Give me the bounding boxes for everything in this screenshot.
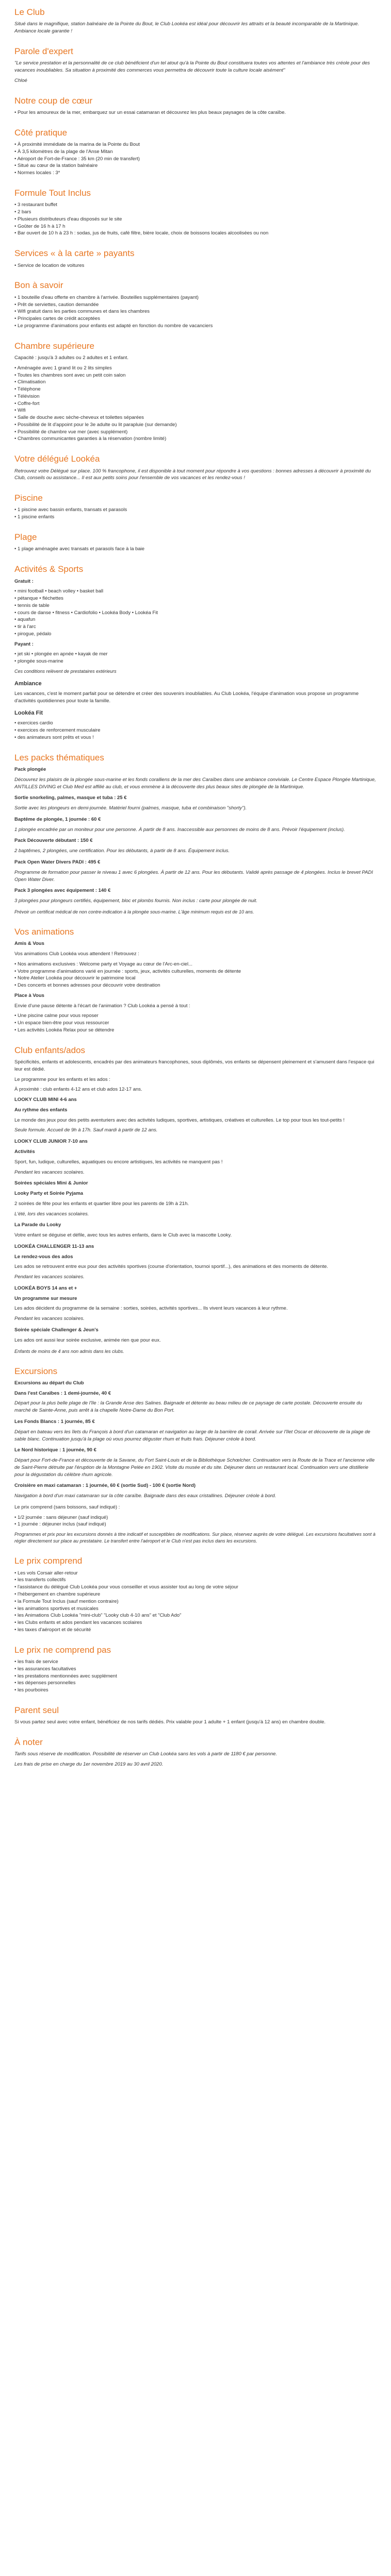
list-item: • Bar ouvert de 10 h à 23 h : sodas, jus de fruits, café filtre, bière locale, choix de boissons locales alcoolisées ou non — [14, 230, 377, 237]
list-item: • Le programme d'animations pour enfants est adapté en fonction du nombre de vacanciers — [14, 323, 377, 330]
piscine-list — [14, 506, 377, 521]
list-item: • les pourboires — [14, 1687, 377, 1694]
section-title: Excursions — [14, 1366, 58, 1376]
section-title: Le Club — [14, 7, 45, 17]
list-item: • Chambres communicantes garanties à la réservation (nombre limité) — [14, 435, 377, 443]
list-item: • les assurances facultatives — [14, 1666, 377, 1673]
club-title: LOOKÉA CHALLENGER 11-13 ans — [14, 1243, 94, 1249]
list-item: • des animateurs sont prêts et vous ! — [14, 734, 377, 741]
list-item: • À 3,5 kilomètres de la plage de l'Anse Mitan — [14, 148, 377, 156]
section-title: Bon à savoir — [14, 280, 63, 291]
club-text: Le monde des jeux pour des petits aventuriers avec des activités ludiques, sportives, artistiques, créatives et culturelles. Le top pour tous les tout-petits ! — [14, 1117, 345, 1123]
intro-text: Situé dans le magnifique, station balnéaire de la Pointe du Bout, le Club Lookéa est idéal pour découvrir les attraits et la beauté incomparable de la Martinique. Ambiance locale garantie ! — [14, 21, 360, 35]
vous-title: Place à Vous — [14, 992, 44, 998]
pack-title: Sortie snorkeling, palmes, masque et tuba : 25 € — [14, 795, 127, 801]
comprend-list — [14, 1570, 377, 1634]
excursion-note: Programmes et prix pour les excursions donnés à titre indicatif et susceptibles de modifications. Sur place, réservez auprès de votre délégué. Les excursions facultatives sont à régler directement sur place au prestataire. Le transfert entre l'aéroport et le Club n'est pas inclus dans les excursions. — [14, 1532, 376, 1544]
section-title: À noter — [14, 1737, 43, 1747]
services-list — [14, 262, 377, 269]
list-item: • Télévision — [14, 393, 377, 400]
club-title: Soirée spéciale Challenger & Jeun's — [14, 1327, 99, 1333]
lookea-fit-list — [14, 720, 377, 741]
list-item: • Des concerts et bonnes adresses pour découvrir votre destination — [14, 982, 377, 989]
amis-list — [14, 961, 377, 989]
list-item: • 1 piscine enfants — [14, 514, 377, 521]
pack-text: 2 baptêmes, 2 plongées, une certification. Pour les débutants, à partir de 8 ans. Équipement inclus. — [14, 848, 230, 854]
list-item: • Notre Atelier Lookéa pour découvrir le patrimoine local — [14, 975, 377, 982]
club-title: Soirées spéciales Mini & Junior — [14, 1180, 88, 1187]
list-item: • 1 bouteille d'eau offerte en chambre à l'arrivée. Bouteilles supplémentaires (payant) — [14, 294, 377, 301]
club-boys — [14, 1285, 377, 1323]
list-item: • Votre programme d'animations varié en journée : sports, jeux, activités culturelles, moments de détente — [14, 968, 377, 975]
section-noter — [14, 1737, 377, 1768]
section-title: Club enfants/ados — [14, 1045, 86, 1055]
subsection-title: Lookéa Fit — [14, 710, 43, 717]
section-formule — [14, 188, 377, 237]
section-title: Activités & Sports — [14, 564, 84, 574]
list-item: • exercices cardio — [14, 720, 377, 727]
list-item: • les frais de service — [14, 1658, 377, 1666]
list-item: • Climatisation — [14, 379, 377, 386]
section-animations — [14, 927, 377, 1034]
pratique-list — [14, 141, 377, 177]
amis-text: Vos animations Club Lookéa vous attendent ! Retrouvez : — [14, 951, 139, 957]
club-soiree-challenger — [14, 1327, 377, 1344]
section-title: Le prix comprend — [14, 1556, 83, 1566]
section-title: Les packs thématiques — [14, 752, 104, 762]
formule-list — [14, 201, 377, 237]
pack-text: Programme de formation pour passer le niveau 1 avec 6 plongées. À partir de 12 ans. Pour les débutants. Validé après passage de 4 plongées. Inclus le brevet PADI Open Water Diver. — [14, 869, 373, 883]
list-item: • Normes locales : 3* — [14, 170, 377, 177]
club-challenger — [14, 1243, 377, 1281]
club-title: LOOKY CLUB JUNIOR 7-10 ans — [14, 1139, 88, 1145]
section-title: Chambre supérieure — [14, 341, 94, 351]
club-meta: Pendant les vacances scolaires. — [14, 1316, 85, 1322]
section-title: Piscine — [14, 493, 43, 503]
pack-text: Découvrez les plaisirs de la plongée sous-marine et les fonds coralliens de la mer des Caraïbes dans une ambiance conviviale. Le Centre Espace Plongée Martinique, ANTILLES DIVING et Club Med est affilié au club, et vous emmène à la découverte des plus beaux sites de plongée de la Martinique. — [14, 776, 376, 790]
section-title: Formule Tout Inclus — [14, 188, 91, 198]
pack-title: Pack 3 plongées avec équipement : 140 € — [14, 888, 111, 894]
list-item: • la Formule Tout Inclus (sauf mention contraire) — [14, 1598, 377, 1605]
list-item: • les animations sportives et musicales — [14, 1605, 377, 1613]
list-item: • Wifi — [14, 407, 377, 414]
pack-title: Baptême de plongée, 1 journée : 60 € — [14, 816, 101, 822]
list-item: • les Clubs enfants et ados pendant les vacances scolaires — [14, 1619, 377, 1626]
section-ambiance — [14, 680, 377, 704]
club-meta: Pendant les vacances scolaires. — [14, 1169, 85, 1175]
section-delegue — [14, 454, 377, 482]
list-item: • cours de danse • fitness • Cardiofolio • Lookéa Body • Lookéa Fit — [14, 609, 377, 617]
list-item: • Salle de douche avec sèche-cheveux et toilettes séparées — [14, 414, 377, 421]
vous-list — [14, 1012, 377, 1033]
excursion-item — [14, 1482, 377, 1500]
list-item: • 2 bars — [14, 209, 377, 216]
pack-plongee — [14, 766, 377, 790]
section-packs — [14, 753, 377, 916]
list-item: • Possibilité de lit d'appoint pour le 3e adulte ou lit parapluie (sur demande) — [14, 421, 377, 429]
list-item: • 1 plage aménagée avec transats et parasols face à la baie — [14, 546, 377, 553]
list-item: • 1 journée : déjeuner inclus (sauf indiqué) — [14, 1521, 377, 1528]
list-item: • Une piscine calme pour vous reposer — [14, 1012, 377, 1020]
noter-text: Les frais de prise en charge du 1er novembre 2019 au 30 avril 2020. — [14, 1761, 164, 1768]
pack-text: Sortie avec les plongeurs en demi-journée. Matériel fourni (palmes, masque, tuba et combinaison "shorty"). — [14, 805, 247, 811]
club-meta: Seule formule. Accueil de 9h à 17h. Sauf mardi à partir de 12 ans. — [14, 1127, 158, 1133]
list-item: • 1 piscine avec bassin enfants, transats et parasols — [14, 506, 377, 514]
list-item: • les prestations mentionnées avec supplément — [14, 1673, 377, 1680]
pack-niveau2 — [14, 859, 377, 883]
enfants-note: Enfants de moins de 4 ans non admis dans les clubs. — [14, 1348, 124, 1354]
list-item: • Téléphone — [14, 386, 377, 393]
excursion-title: Croisière en maxi catamaran : 1 journée, 60 € (sortie Sud) - 100 € (sortie Nord) — [14, 1483, 196, 1489]
list-item: • tir à l'arc — [14, 623, 377, 631]
activites-note: Ces conditions relèvent de prestataires extérieurs — [14, 668, 117, 674]
parent-seul-text: Si vous partez seul avec votre enfant, bénéficiez de nos tarifs dédiés. Prix valable pour 1 adulte + 1 enfant (jusqu'à 12 ans) en chambre double. — [14, 1719, 326, 1725]
comprend-pas-list — [14, 1658, 377, 1694]
excursion-text: Départ pour Fort-de-France et découverte de la Savane, du Fort Saint-Louis et de la Bibliothèque Schœlcher. Continuation vers la Route de la Trace et l'ancienne ville de Saint-Pierre détruite par l'éruption de la Montagne Pelée en 1902. Visite du musée et du site. Déjeuner dans un restaurant local. Continuation vers une distillerie pour la dégustation du célèbre rhum agricole. — [14, 1458, 375, 1478]
list-item: • Wifi gratuit dans les parties communes et dans les chambres — [14, 308, 377, 315]
ambiance-text: Les vacances, c'est le moment parfait pour se détendre et créer des souvenirs inoubliables. Au Club Lookéa, l'équipe d'animation vous propose un programme d'activités quotidiennes pour toute la famille. — [14, 690, 359, 704]
chambre-capacity: Capacité : jusqu'à 3 adultes ou 2 adultes et 1 enfant. — [14, 354, 128, 361]
list-item: • Aménagée avec 1 grand lit ou 2 lits simples — [14, 365, 377, 372]
section-title: Plage — [14, 532, 37, 542]
club-subtitle: Looky Party et Soirée Pyjama — [14, 1191, 84, 1197]
section-title: Votre délégué Lookéa — [14, 454, 100, 464]
chambre-list — [14, 365, 377, 443]
list-item: • l'hébergement en chambre supérieure — [14, 1591, 377, 1598]
section-plage — [14, 532, 377, 553]
section-bon — [14, 280, 377, 329]
list-item: • Coffre-fort — [14, 400, 377, 408]
list-item: • Les vols Corsair aller-retour — [14, 1570, 377, 1577]
section-coup — [14, 96, 377, 116]
club-junior — [14, 1138, 377, 1176]
list-item: • Principales cartes de crédit acceptées — [14, 315, 377, 323]
club-text: 2 soirées de fête pour les enfants et quartier libre pour les parents de 19h à 21h. — [14, 1200, 189, 1207]
list-item: • Un espace bien-être pour vous ressourcer — [14, 1020, 377, 1027]
bon-list — [14, 294, 377, 330]
list-item: • 1/2 journée : sans déjeuner (sauf indiqué) — [14, 1514, 377, 1521]
vous-text: Envie d'une pause détente à l'écart de l'animation ? Club Lookéa a pensé à tout : — [14, 1003, 190, 1009]
club-meta: Pendant les vacances scolaires. — [14, 1274, 85, 1280]
club-subtitle: Activités — [14, 1148, 35, 1155]
section-services — [14, 248, 377, 269]
section-title: Côté pratique — [14, 127, 68, 138]
club-subtitle: Au rythme des enfants — [14, 1107, 68, 1113]
list-item: • les transferts collectifs — [14, 1577, 377, 1584]
excursion-text: Départ pour la plus belle plage de l'île : la Grande Anse des Salines. Baignade et détente au beau milieu de ce paysage de carte postale. Découverte ensuite du marché de Sainte-Anne, puis arrêt à la chapelle Notre-Dame du Bon Port. — [14, 1400, 362, 1414]
club-soirees — [14, 1180, 377, 1217]
club-title: LOOKÉA BOYS 14 ans et + — [14, 1285, 77, 1291]
section-parent-seul — [14, 1705, 377, 1726]
list-item: • aquafun — [14, 616, 377, 623]
expert-author: Chloé — [14, 77, 27, 83]
club-text: Les ados se retrouvent entre eux pour des activités sportives (course d'orientation, tournoi sportif...), des animations et des moments de détente. — [14, 1264, 329, 1270]
section-title: Vos animations — [14, 926, 74, 937]
excursion-item — [14, 1390, 377, 1414]
enfants-text: Le programme pour les enfants et les ados : — [14, 1076, 110, 1082]
list-item: • les taxes d'aéroport et de sécurité — [14, 1626, 377, 1634]
pack-title: Pack Découverte débutant : 150 € — [14, 838, 93, 844]
club-text: Les ados ont aussi leur soirée exclusive, animée rien que pour eux. — [14, 1337, 161, 1343]
pack-niveau1 — [14, 837, 377, 855]
pack-title: Pack plongée — [14, 767, 46, 773]
list-item: • Goûter de 16 h à 17 h — [14, 223, 377, 230]
list-item: • Aéroport de Fort-de-France : 35 km (20 min de transfert) — [14, 156, 377, 163]
club-title: LOOKY CLUB MINI 4-6 ans — [14, 1097, 77, 1103]
club-parade — [14, 1222, 377, 1239]
pack-bapteme — [14, 816, 377, 834]
club-title: La Parade du Looky — [14, 1222, 61, 1228]
club-mini — [14, 1096, 377, 1134]
list-item: • Situé au cœur de la station balnéaire — [14, 162, 377, 170]
list-item: • jet ski • plongée en apnée • kayak de mer — [14, 651, 377, 658]
list-item: • 3 restaurant buffet — [14, 201, 377, 209]
section-title: Le prix ne comprend pas — [14, 1645, 111, 1655]
list-item: • plongée sous-marine — [14, 658, 377, 665]
section-pratique — [14, 128, 377, 177]
section-lookea-fit — [14, 709, 377, 741]
club-text: Sport, fun, ludique, culturelles, aquatiques ou encore artistiques, les activités ne manquent pas ! — [14, 1159, 223, 1165]
club-subtitle: Le rendez-vous des ados — [14, 1253, 73, 1260]
payant-label: Payant : — [14, 641, 34, 647]
list-item: • Nos animations exclusives : Welcome party et Voyage au cœur de l'Arc-en-ciel... — [14, 961, 377, 968]
section-title: Parent seul — [14, 1705, 59, 1715]
subsection-title: Ambiance — [14, 681, 42, 687]
excursion-item — [14, 1418, 377, 1443]
list-item: • les dépenses personnelles — [14, 1680, 377, 1687]
excursion-text: Départ en bateau vers les îlets du François à bord d'un catamaran et navigation au large de la barrière de corail. Arrivée sur l'îlet Oscar et découverte de la plage de sable blanc. Continuation jusqu'à la plage où vous pourrez déguster rhum et fruits frais. Déjeuner créole à bord. — [14, 1429, 370, 1442]
excursion-note-title: Le prix comprend (sans boissons, sauf indiqué) : — [14, 1504, 120, 1510]
enfants-text: Spécificités, enfants et adolescents, encadrés par des animateurs francophones, sous diplômés, vos enfants se dépensent pleinement et s'amusent dans l'espace qui leur est dédié. — [14, 1059, 374, 1072]
pack-text: 1 plongée encadrée par un moniteur pour une personne. À partir de 8 ans. Inaccessible aux personnes de moins de 8 ans. Prévoir l'équipement (inclus). — [14, 826, 345, 833]
payant-list — [14, 651, 377, 665]
section-title: Services « à la carte » payants — [14, 248, 135, 259]
section-expert — [14, 46, 377, 84]
coup-list — [14, 109, 377, 116]
excursion-item — [14, 1447, 377, 1478]
excursion-note-list — [14, 1514, 377, 1529]
plage-list — [14, 546, 377, 553]
pack-note: Prévoir un certificat médical de non contre-indication à la plongée sous-marine. L'âge minimum requis est de 10 ans. — [14, 909, 254, 914]
section-comprend — [14, 1556, 377, 1633]
list-item: • exercices de renforcement musculaire — [14, 727, 377, 734]
club-text: Les ados décident du programme de la semaine : sorties, soirées, activités sportives... Ils vivent leurs vacances à leur rythme. — [14, 1306, 288, 1312]
pack-sortie — [14, 794, 377, 812]
excursion-title: Le Nord historique : 1 journée, 90 € — [14, 1447, 96, 1453]
pack-3-plongees — [14, 887, 377, 905]
delegue-text: Retrouvez votre Délégué sur place. 100 % francophone, il est disponible à tout moment pour répondre à vos questions : bonnes adresses à découvrir à proximité du Club, conseils ou assistance... Il est aux petits soins pour l'ensemble de vos vacances et les rendez-vous ! — [14, 468, 371, 481]
list-item: • mini football • beach volley • basket ball — [14, 588, 377, 595]
gratuit-label: Gratuit : — [14, 578, 34, 584]
noter-text: Tarifs sous réserve de modification. Possibilité de réserver un Club Lookéa sans les vols à partir de 1180 € par personne. — [14, 1751, 278, 1757]
section-piscine — [14, 493, 377, 521]
excursion-text: Navigation à bord d'un maxi catamaran sur la côte caraïbe. Baignade dans des eaux cristallines. Déjeuner créole à bord. — [14, 1493, 276, 1499]
section-title: Parole d'expert — [14, 46, 73, 56]
club-meta: L'été, lors des vacances scolaires. — [14, 1211, 89, 1217]
section-activites — [14, 564, 377, 675]
list-item: • tennis de table — [14, 602, 377, 609]
section-comprend-pas — [14, 1645, 377, 1694]
excursions-subtitle: Excursions au départ du Club — [14, 1380, 84, 1386]
list-item: • Possibilité de chambre vue mer (avec supplément) — [14, 429, 377, 436]
list-item: • Toutes les chambres sont avec un petit coin salon — [14, 372, 377, 379]
pack-title: Pack Open Water Divers PADI : 495 € — [14, 859, 101, 865]
gratuit-list — [14, 588, 377, 637]
excursion-title: Les Fonds Blancs : 1 journée, 85 € — [14, 1419, 95, 1425]
section-enfants — [14, 1045, 377, 1355]
list-item: • Service de location de voitures — [14, 262, 377, 269]
list-item: • Pour les amoureux de la mer, embarquez sur un essai catamaran et découvrez les plus beaux paysages de la côte caraïbe. — [14, 109, 377, 116]
section-title: Notre coup de cœur — [14, 95, 93, 106]
list-item: • pirogue, pédalo — [14, 631, 377, 638]
section-chambre — [14, 341, 377, 443]
expert-quote: "Le service prestation et la personnalité de ce club bénéficient d'un tel atout qu'à la Pointe du Bout constituera toutes vos attentes et l'ambiance très créole pour des vacances inoubliables. Sa situation à proximité des commerces vous permettra de découvrir toute la culture locale aisément" — [14, 60, 370, 74]
list-item: • Prêt de serviettes, caution demandée — [14, 301, 377, 309]
list-item: • les Animations Club Lookéa "mini-club" "Looky club 4-10 ans" et "Club Ado" — [14, 1612, 377, 1619]
amis-title: Amis & Vous — [14, 941, 44, 947]
club-subtitle: Un programme sur mesure — [14, 1295, 77, 1301]
enfants-text: À proximité : club enfants 4-12 ans et club ados 12-17 ans. — [14, 1087, 142, 1093]
section-club — [14, 7, 377, 35]
excursion-title: Dans l'est Caraïbes : 1 demi-journée, 40 € — [14, 1390, 111, 1396]
pack-text: 3 plongées pour plongeurs certifiés, équipement, bloc et plombs fournis. Non inclus : carte pour plongée de nuit. — [14, 898, 258, 904]
list-item: • À proximité immédiate de la marina de la Pointe du Bout — [14, 141, 377, 148]
list-item: • l'assistance du délégué Club Lookéa pour vous conseiller et vous assister tout au long de votre séjour — [14, 1584, 377, 1591]
section-excursions — [14, 1366, 377, 1545]
club-text: Votre enfant se déguise et défile, avec tous les autres enfants, dans le Club avec la mascotte Looky. — [14, 1232, 232, 1239]
list-item: • Plusieurs distributeurs d'eau disposés sur le site — [14, 216, 377, 223]
list-item: • pétanque • fléchettes — [14, 595, 377, 602]
list-item: • Les activités Lookéa Relax pour se détendre — [14, 1027, 377, 1034]
